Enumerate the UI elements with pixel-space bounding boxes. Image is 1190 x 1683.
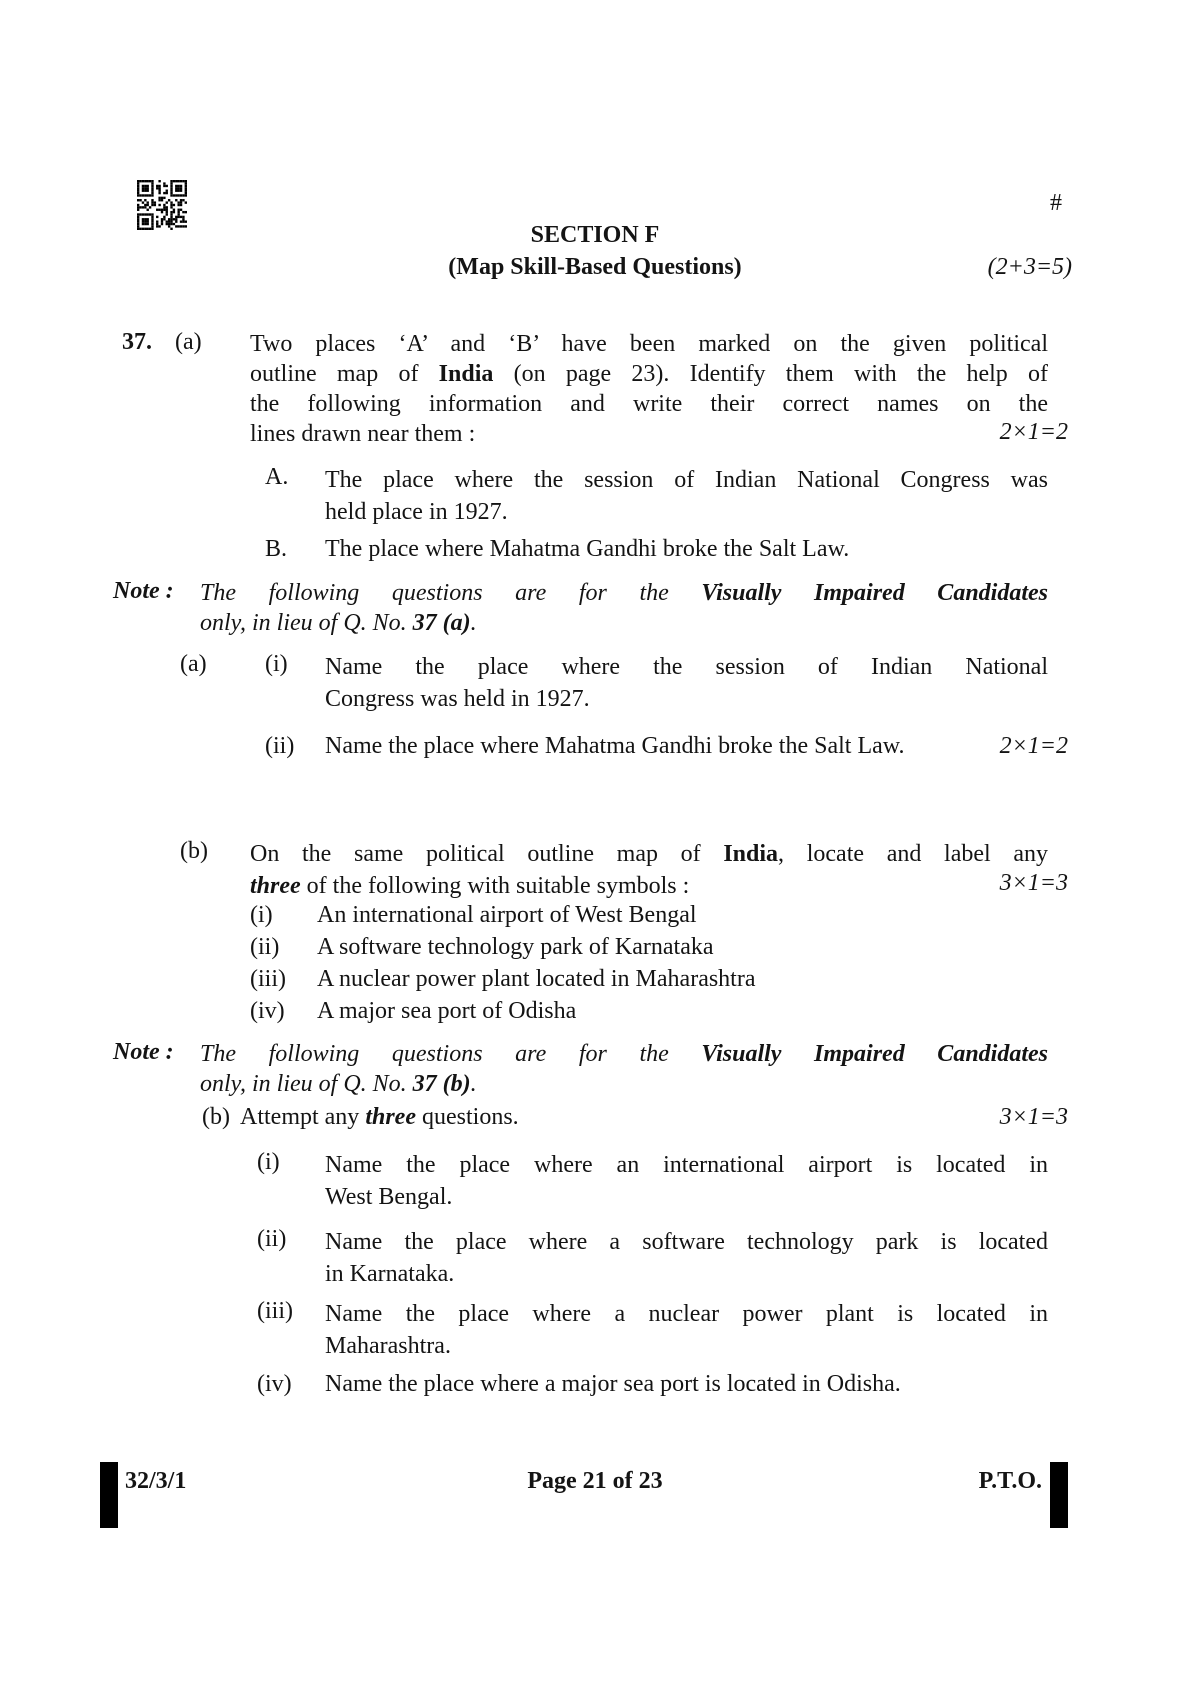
vi-a-marks: 2×1=2 (999, 733, 1068, 759)
vi-b-i-label: (i) (257, 1149, 280, 1175)
vi-b-iii-label: (iii) (257, 1298, 293, 1324)
vi-a-i-text: Name the place where the session of Indian National Congress was held in 1927. (325, 654, 1048, 712)
part-a-label: (a) (175, 329, 202, 355)
vi-a-label: (a) (180, 651, 207, 677)
note-b-text: The following questions are for the Visually Impaired Candidates only, in lieu of Q. No. 37 (b). (200, 1041, 1048, 1097)
hash-mark: # (1050, 190, 1062, 216)
vi-b-iv-label: (iv) (257, 1371, 292, 1397)
b-item-iv-label: (iv) (250, 998, 285, 1024)
vi-b-intro: Attempt any three questions. (240, 1104, 519, 1130)
item-B-text: The place where Mahatma Gandhi broke the Salt Law. (325, 536, 850, 562)
part-a-line1: Two places ‘A’ and ‘B’ have been marked on the given political (250, 331, 1048, 357)
vi-a-ii-text: Name the place where Mahatma Gandhi broke the Salt Law. (325, 733, 905, 759)
part-a-line4: lines drawn near them : (250, 421, 476, 447)
b-item-ii-label: (ii) (250, 934, 280, 960)
footer-pto: P.T.O. (978, 1468, 1042, 1494)
vi-b-iv-text: Name the place where a major sea port is located in Odisha. (325, 1371, 901, 1397)
section-title: SECTION F (530, 222, 660, 248)
question-number: 37. (122, 329, 152, 355)
vi-b-ii-label: (ii) (257, 1226, 287, 1252)
vi-a-i-label: (i) (265, 651, 288, 677)
vi-b-iii-text: Name the place where a nuclear power plant is located in Maharashtra. (325, 1301, 1048, 1359)
footer-page-number: Page 21 of 23 (527, 1468, 663, 1494)
part-a-line2: outline map of India (on page 23). Identify them with the help of (250, 361, 1048, 387)
vi-b-i-text: Name the place where an international airport is located in West Bengal. (325, 1152, 1048, 1210)
part-b-label: (b) (180, 838, 208, 864)
part-a-text (250, 329, 1048, 449)
vi-b-ii-text: Name the place where a software technology park is located in Karnataka. (325, 1229, 1048, 1287)
vi-b-label: (b) (202, 1104, 230, 1130)
b-item-i-text: An international airport of West Bengal (317, 902, 697, 928)
b-item-i-label: (i) (250, 902, 273, 928)
note-a-label: Note : (113, 578, 174, 604)
item-A-label: A. (265, 464, 289, 490)
b-item-ii-text: A software technology park of Karnataka (317, 934, 714, 960)
part-b-text: On the same political outline map of India, locate and label any three of the following with suitable symbols : (250, 841, 1049, 899)
part-b-marks: 3×1=3 (999, 870, 1068, 896)
note-b-label: Note : (113, 1039, 174, 1065)
section-marks: (2+3=5) (987, 254, 1072, 280)
b-item-iv-text: A major sea port of Odisha (317, 998, 577, 1024)
b-item-iii-text: A nuclear power plant located in Maharashtra (317, 966, 756, 992)
footer-paper-code: 32/3/1 (125, 1468, 187, 1494)
item-B-label: B. (265, 536, 288, 562)
footer-right-bar (1050, 1462, 1068, 1528)
vi-b-marks: 3×1=3 (999, 1104, 1068, 1130)
part-a-line3: the following information and write their correct names on the (250, 391, 1048, 417)
note-a-text: The following questions are for the Visually Impaired Candidates only, in lieu of Q. No. 37 (a). (200, 580, 1048, 636)
part-a-marks: 2×1=2 (999, 419, 1068, 445)
item-A-text: The place where the session of Indian National Congress was held place in 1927. (325, 467, 1048, 525)
section-subtitle: (Map Skill-Based Questions) (448, 254, 742, 280)
vi-a-ii-label: (ii) (265, 733, 295, 759)
b-item-iii-label: (iii) (250, 966, 286, 992)
